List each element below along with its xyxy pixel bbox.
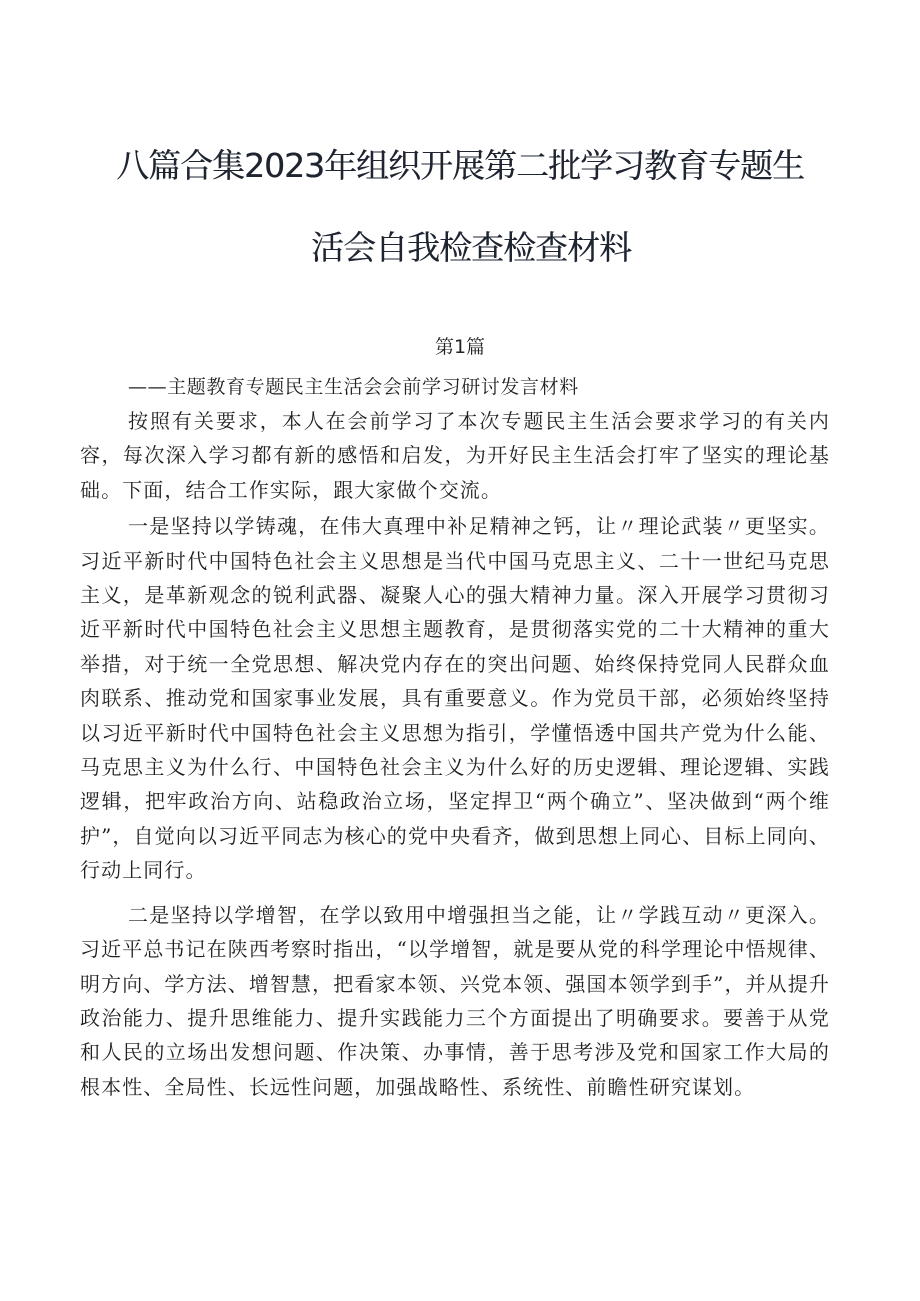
document-title-line-2: 活会自我检查检查材料 bbox=[311, 228, 631, 267]
document-body bbox=[80, 404, 830, 1104]
document-title-line-1: 八篇合集2023年组织开展第二批学习教育专题生 bbox=[116, 146, 804, 185]
paragraph-point-two: 二是坚持以学增智，在学以致用中增强担当之能，让〃学践互动〃更深入。习近平总书记在陕西考察时指出，“以学增智，就是要从党的科学理论中悟规律、明方向、学方法、增智慧，把看家本领、兴党本领、强国本领学到手”，并从提升政治能力、提升思维能力、提升实践能力三个方面提出了明确要求。要善于从党和人民的立场出发想问题、作决策、办事情，善于思考涉及党和国家工作大局的根本性、全局性、长远性问题，加强战略性、系统性、前瞻性研究谋划。 bbox=[80, 902, 830, 1099]
paragraph-point-one: 一是坚持以学铸魂，在伟大真理中补足精神之钙，让〃理论武装〃更坚实。习近平新时代中国特色社会主义思想是当代中国马克思主义、二十一世纪马克思主义，是革新观念的锐利武器、凝聚人心的强大精神力量。深入开展学习贯彻习近平新时代中国特色社会主义思想主题教育，是贯彻落实党的二十大精神的重大举措，对于统一全党思想、解决党内存在的突出问题、始终保持党同人民群众血肉联系、推动党和国家事业发展，具有重要意义。作为党员干部，必须始终坚持以习近平新时代中国特色社会主义思想为指引，学懂悟透中国共产党为什么能、马克思主义为什么行、中国特色社会主义为什么好的历史逻辑、理论逻辑、实践逻辑，把牢政治方向、站稳政治立场，坚定捍卫“两个确立”、坚决做到“两个维护”，自觉向以习近平同志为核心的党中央看齐，做到思想上同心、目标上同向、行动上同行。 bbox=[80, 514, 830, 883]
section-label: 第1篇 bbox=[434, 336, 486, 358]
paragraph-intro: 按照有关要求，本人在会前学习了本次专题民主生活会要求学习的有关内容，每次深入学习都有新的感悟和启发，为开好民主生活会打牢了坚实的理论基础。下面，结合工作实际，跟大家做个交流。 bbox=[80, 409, 830, 502]
section-subtitle: ——主题教育专题民主生活会会前学习研讨发言材料 bbox=[128, 376, 579, 398]
